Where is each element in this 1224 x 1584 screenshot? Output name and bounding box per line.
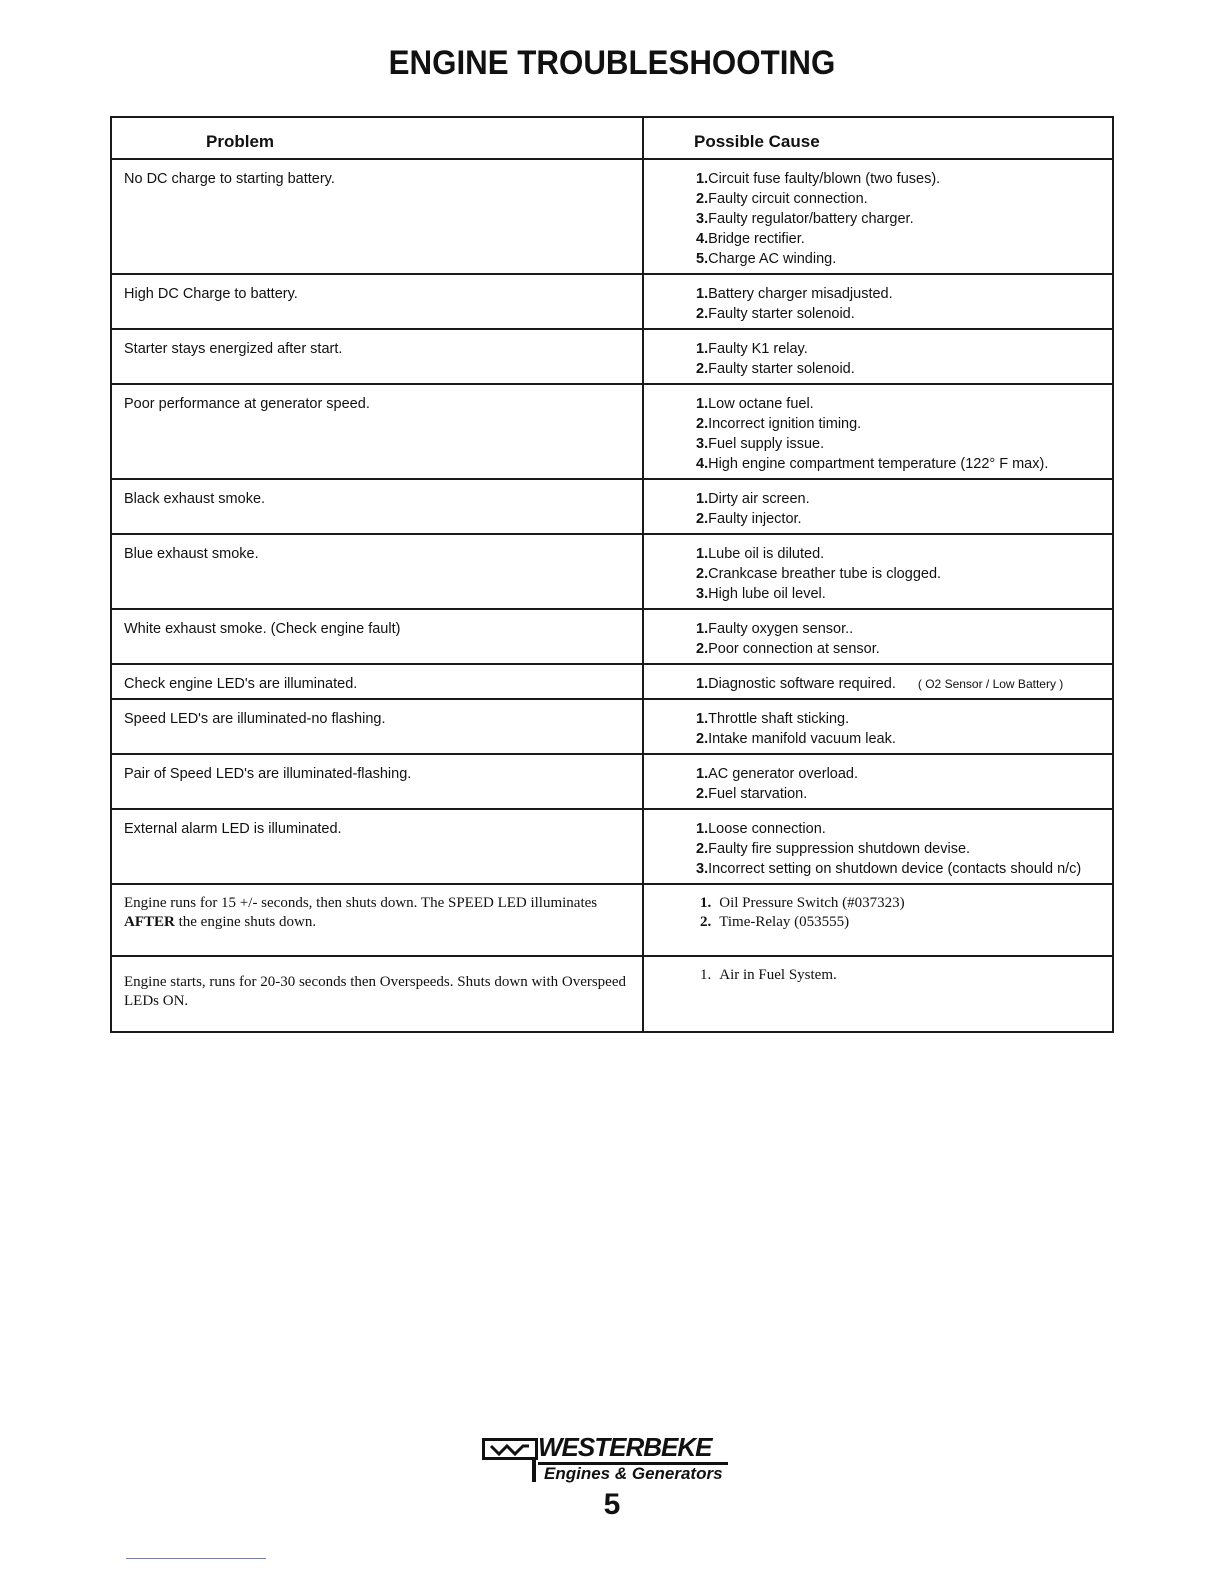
table-row bbox=[111, 754, 1113, 809]
cause-item bbox=[696, 229, 1102, 249]
logo-tagline: Engines & Generators bbox=[544, 1464, 723, 1483]
cause-item bbox=[696, 209, 1102, 229]
cause-cell bbox=[643, 609, 1113, 664]
cause-number: 3. bbox=[696, 861, 709, 877]
table-row bbox=[111, 159, 1113, 274]
cause-number: 2. bbox=[700, 914, 712, 930]
table-row bbox=[111, 664, 1113, 699]
cause-item bbox=[696, 169, 1102, 189]
problem-cell: No DC charge to starting battery. bbox=[111, 159, 643, 274]
cause-item bbox=[696, 359, 1102, 379]
cause-item bbox=[696, 509, 1102, 529]
cause-text: Faulty regulator/battery charger. bbox=[708, 211, 914, 227]
cause-number: 1. bbox=[696, 396, 709, 412]
cause-text: Charge AC winding. bbox=[708, 251, 837, 267]
cause-cell bbox=[643, 384, 1113, 479]
problem-emphasis: AFTER bbox=[124, 914, 175, 930]
cause-item bbox=[696, 284, 1102, 304]
cause-text: Intake manifold vacuum leak. bbox=[708, 731, 896, 747]
cause-text: Incorrect ignition timing. bbox=[708, 416, 862, 432]
cause-item bbox=[696, 639, 1102, 659]
cause-cell bbox=[643, 664, 1113, 699]
cause-item bbox=[696, 839, 1102, 859]
cause-number: 3. bbox=[696, 586, 709, 602]
cause-text: Battery charger misadjusted. bbox=[708, 286, 893, 302]
cause-item bbox=[696, 189, 1102, 209]
cause-item bbox=[696, 339, 1102, 359]
footer-divider bbox=[126, 1558, 266, 1559]
cause-text: Circuit fuse faulty/blown (two fuses). bbox=[708, 171, 941, 187]
cause-cell bbox=[643, 479, 1113, 534]
logo-stem bbox=[532, 1460, 536, 1482]
westerbeke-logo bbox=[482, 1432, 742, 1488]
cause-text: Fuel supply issue. bbox=[708, 436, 825, 452]
cause-number: 2. bbox=[696, 641, 709, 657]
cause-item bbox=[700, 966, 1102, 985]
cause-item bbox=[696, 304, 1102, 324]
cause-item bbox=[696, 619, 1102, 639]
problem-text: the engine shuts down. bbox=[174, 914, 317, 930]
logo-w-icon bbox=[489, 1443, 531, 1457]
cause-cell bbox=[643, 956, 1113, 1032]
cause-item bbox=[696, 544, 1102, 564]
cause-number: 1. bbox=[696, 171, 709, 187]
cause-text: Bridge rectifier. bbox=[708, 231, 805, 247]
cause-number: 4. bbox=[696, 456, 709, 472]
cause-number: 2. bbox=[696, 191, 709, 207]
cause-number: 1. bbox=[696, 286, 709, 302]
table-header-row bbox=[111, 117, 1113, 159]
problem-cell: Starter stays energized after start. bbox=[111, 329, 643, 384]
cause-text: Poor connection at sensor. bbox=[708, 641, 880, 657]
cause-text: Faulty fire suppression shutdown devise. bbox=[708, 841, 971, 857]
cause-text: Dirty air screen. bbox=[708, 491, 810, 507]
table-row bbox=[111, 479, 1113, 534]
cause-number: 2. bbox=[696, 306, 709, 322]
problem-cell: High DC Charge to battery. bbox=[111, 274, 643, 329]
table-row bbox=[111, 274, 1113, 329]
cause-text: Crankcase breather tube is clogged. bbox=[708, 566, 942, 582]
cause-number: 1. bbox=[696, 546, 709, 562]
cause-item bbox=[696, 249, 1102, 269]
cause-text: Faulty oxygen sensor.. bbox=[708, 621, 854, 637]
cause-number: 2. bbox=[696, 566, 709, 582]
cause-text: Air in Fuel System. bbox=[719, 967, 837, 983]
cause-number: 2. bbox=[696, 841, 709, 857]
cause-item bbox=[696, 584, 1102, 604]
cause-text: Diagnostic software required. bbox=[708, 676, 896, 692]
troubleshooting-table bbox=[110, 116, 1114, 1033]
cause-item bbox=[696, 674, 1102, 694]
problem-cell bbox=[111, 884, 643, 956]
cause-number: 2. bbox=[696, 361, 709, 377]
problem-cell: Black exhaust smoke. bbox=[111, 479, 643, 534]
cause-item bbox=[700, 894, 1102, 913]
table-row bbox=[111, 884, 1113, 956]
cause-number: 1. bbox=[700, 895, 712, 911]
cause-text: Faulty injector. bbox=[708, 511, 802, 527]
page-number: 5 bbox=[603, 1488, 621, 1521]
cause-text: Low octane fuel. bbox=[708, 396, 814, 412]
cause-text: Fuel starvation. bbox=[708, 786, 808, 802]
cause-number: 2. bbox=[696, 786, 709, 802]
table-row bbox=[111, 809, 1113, 884]
cause-number: 1. bbox=[696, 621, 709, 637]
cause-number: 1. bbox=[700, 967, 712, 983]
cause-number: 1. bbox=[696, 341, 709, 357]
page-title: ENGINE TROUBLESHOOTING bbox=[388, 44, 836, 82]
cause-item bbox=[696, 414, 1102, 434]
cause-text: Throttle shaft sticking. bbox=[708, 711, 850, 727]
cause-number: 3. bbox=[696, 436, 709, 452]
cause-item bbox=[696, 434, 1102, 454]
cause-item bbox=[696, 454, 1102, 474]
cause-item bbox=[696, 489, 1102, 509]
cause-text: Faulty starter solenoid. bbox=[708, 306, 855, 322]
cause-number: 1. bbox=[696, 821, 709, 837]
cause-number: 1. bbox=[696, 491, 709, 507]
cause-number: 2. bbox=[696, 511, 709, 527]
cause-number: 1. bbox=[696, 711, 709, 727]
cause-cell bbox=[643, 159, 1113, 274]
cause-text: Loose connection. bbox=[708, 821, 826, 837]
cause-item bbox=[700, 913, 1102, 932]
table-row bbox=[111, 329, 1113, 384]
cause-text: Faulty K1 relay. bbox=[708, 341, 808, 357]
cause-number: 1. bbox=[696, 766, 709, 782]
cause-text: High lube oil level. bbox=[708, 586, 826, 602]
problem-cell: Speed LED's are illuminated-no flashing. bbox=[111, 699, 643, 754]
problem-text: Engine runs for 15 +/- seconds, then shuts down. The SPEED LED illuminates bbox=[124, 895, 598, 911]
problem-cell: Engine starts, runs for 20-30 seconds then Overspeeds. Shuts down with Overspeed LEDs ON. bbox=[111, 956, 643, 1032]
problem-cell: Blue exhaust smoke. bbox=[111, 534, 643, 609]
cause-cell bbox=[643, 884, 1113, 956]
problem-cell: White exhaust smoke. (Check engine fault) bbox=[111, 609, 643, 664]
problem-cell: Poor performance at generator speed. bbox=[111, 384, 643, 479]
table-row bbox=[111, 609, 1113, 664]
cause-item bbox=[696, 729, 1102, 749]
cause-number: 5. bbox=[696, 251, 709, 267]
cause-text: Faulty circuit connection. bbox=[708, 191, 868, 207]
cause-item bbox=[696, 709, 1102, 729]
cause-item bbox=[696, 784, 1102, 804]
problem-column-header: Problem bbox=[111, 117, 643, 159]
logo-mark bbox=[482, 1438, 538, 1460]
cause-text: Time-Relay (053555) bbox=[719, 914, 850, 930]
cause-column-header: Possible Cause bbox=[643, 117, 1113, 159]
cause-note: ( O2 Sensor / Low Battery ) bbox=[917, 677, 1064, 691]
cause-cell bbox=[643, 754, 1113, 809]
table-row bbox=[111, 384, 1113, 479]
table-row bbox=[111, 956, 1113, 1032]
problem-cell: Pair of Speed LED's are illuminated-flashing. bbox=[111, 754, 643, 809]
problem-cell: External alarm LED is illuminated. bbox=[111, 809, 643, 884]
cause-item bbox=[696, 764, 1102, 784]
cause-item bbox=[696, 819, 1102, 839]
cause-cell bbox=[643, 329, 1113, 384]
cause-cell bbox=[643, 274, 1113, 329]
cause-text: Lube oil is diluted. bbox=[708, 546, 825, 562]
cause-cell bbox=[643, 809, 1113, 884]
cause-item bbox=[696, 394, 1102, 414]
cause-text: Faulty starter solenoid. bbox=[708, 361, 855, 377]
cause-text: Incorrect setting on shutdown device (contacts should n/c) bbox=[708, 861, 1082, 877]
logo-brand: WESTERBEKE bbox=[538, 1432, 712, 1462]
cause-item bbox=[696, 859, 1102, 879]
problem-cell: Check engine LED's are illuminated. bbox=[111, 664, 643, 699]
cause-text: High engine compartment temperature (122° F max). bbox=[708, 456, 1049, 472]
cause-text: AC generator overload. bbox=[708, 766, 859, 782]
cause-number: 1. bbox=[696, 676, 709, 692]
table-row bbox=[111, 534, 1113, 609]
cause-text: Oil Pressure Switch (#037323) bbox=[719, 895, 905, 911]
table-row bbox=[111, 699, 1113, 754]
cause-number: 3. bbox=[696, 211, 709, 227]
cause-cell bbox=[643, 699, 1113, 754]
cause-item bbox=[696, 564, 1102, 584]
cause-number: 2. bbox=[696, 731, 709, 747]
cause-number: 2. bbox=[696, 416, 709, 432]
cause-cell bbox=[643, 534, 1113, 609]
cause-number: 4. bbox=[696, 231, 709, 247]
